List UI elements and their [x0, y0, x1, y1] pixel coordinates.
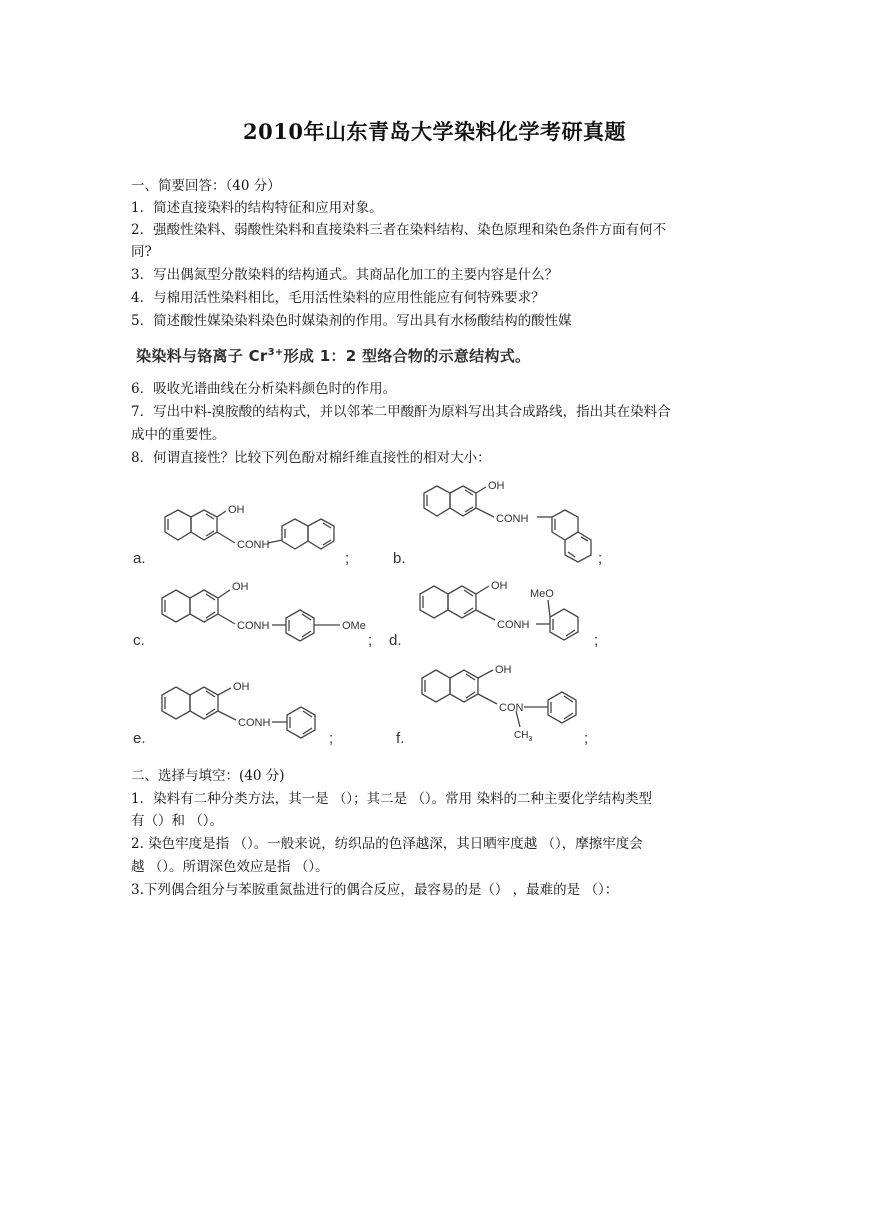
structure-f-sub	[514, 730, 532, 743]
structure-e-tail: ;	[329, 730, 334, 747]
question-2-2-cont: 越 （）。所谓深色效应是指 （）。	[131, 859, 329, 875]
structure-b-oh: OH	[488, 480, 505, 492]
structure-f-sub-index: 3	[528, 736, 533, 743]
question-1-5: 5．简述酸性媒染染料染色时媒染剂的作用。写出具有水杨酸结构的酸性媒	[131, 313, 572, 329]
question-1-2-cont: 同?	[131, 244, 152, 260]
structure-f-amide: CON	[499, 702, 524, 714]
question-1-6: 6．吸收光谱曲线在分析染料颜色时的作用。	[131, 381, 397, 397]
structure-c-sub: OMe	[342, 620, 366, 632]
structure-c-label: c.	[133, 632, 145, 649]
structure-a-amide: CONH	[237, 539, 270, 551]
question-1-7: 7．写出中料-溴胺酸的结构式，并以邻苯二甲酸酐为原料写出其合成路线，指出其在染料合	[131, 404, 671, 420]
page-title: 2010年山东青岛大学染料化学考研真题	[243, 119, 626, 144]
structure-d-amide: CONH	[497, 619, 530, 631]
question-1-8: 8．何谓直接性？比较下列色酚对棉纤维直接性的相对大小：	[131, 450, 491, 466]
structure-d-tail: ;	[594, 632, 599, 649]
structure-d-sub: MeO	[530, 588, 554, 600]
question-2-1: 1．染料有二种分类方法，其一是 （）；其二是 （）。常用 染料的二种主要化学结构类型	[131, 791, 652, 807]
question-1-1: 1．简述直接染料的结构特征和应用对象。	[131, 200, 383, 216]
structure-e-label: e.	[133, 730, 146, 747]
structure-e-amide: CONH	[238, 717, 271, 729]
structure-c-amide: CONH	[237, 620, 270, 632]
structure-d-label: d.	[389, 632, 402, 649]
structure-a-tail: ;	[345, 550, 350, 567]
structure-b-tail: ;	[598, 550, 603, 567]
structure-f-oh: OH	[495, 664, 512, 676]
structure-b-amide: CONH	[496, 513, 529, 525]
structure-a-label: a.	[133, 550, 146, 567]
structure-c-tail: ;	[368, 632, 373, 649]
question-2-1-cont: 有（）和 （）。	[131, 813, 224, 829]
structure-b-label: b.	[393, 550, 406, 567]
section-1-heading: 一、简要回答：（40 分）	[131, 178, 281, 194]
structure-c-oh: OH	[232, 581, 249, 593]
structure-e-oh: OH	[233, 681, 250, 693]
structure-a-oh: OH	[228, 504, 245, 516]
q5-image-sup: 3+	[267, 347, 284, 358]
structure-f-label: f.	[396, 730, 405, 747]
question-1-2: 2．强酸性染料、弱酸性染料和直接染料三者在染料结构、染色原理和染色条件方面有何不	[131, 222, 667, 238]
section-2-heading: 二、选择与填空：(40 分)	[131, 768, 285, 784]
question-1-3: 3．写出偶氮型分散染料的结构通式。其商品化加工的主要内容是什么？	[131, 267, 559, 283]
question-1-7-cont: 成中的重要性。	[131, 427, 226, 443]
structure-f-tail: ;	[584, 730, 589, 747]
q5-image-post: 形成 1：2 型络合物的示意结构式。	[283, 347, 531, 365]
structure-d-oh: OH	[491, 580, 508, 592]
question-2-3: 3.下列偶合组分与苯胺重氮盐进行的偶合反应，最容易的是（） ，最难的是 （）：	[131, 882, 619, 898]
structure-f-sub-text: CH	[514, 730, 529, 741]
q5-image-pre: 染染料与铬离子 Cr	[136, 347, 268, 365]
question-2-2: 2. 染色牢度是指 （）。一般来说，纺织品的色泽越深，其日晒牢度越 （），摩擦牢度会	[131, 836, 643, 852]
question-1-4: 4．与棉用活性染料相比，毛用活性染料的应用性能应有何特殊要求？	[131, 290, 545, 306]
